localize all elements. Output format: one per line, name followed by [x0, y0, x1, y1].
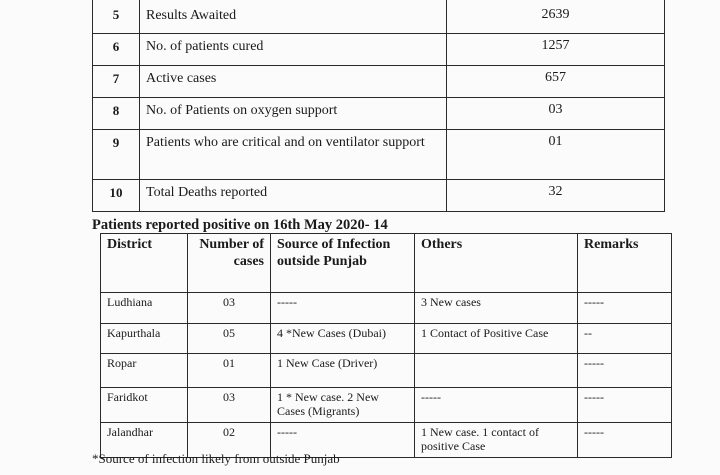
row-number: 10 [93, 180, 140, 212]
cell-source: 1 * New case. 2 New Cases (Migrants) [271, 388, 415, 423]
row-number: 8 [93, 98, 140, 130]
cell-cases: 01 [188, 354, 271, 388]
row-number: 5 [93, 0, 140, 34]
row-number: 9 [93, 130, 140, 180]
cell-remarks: ----- [578, 423, 672, 458]
row-value: 657 [447, 66, 665, 98]
header-others: Others [415, 234, 578, 293]
cell-remarks: -- [578, 324, 672, 354]
row-value: 2639 [447, 0, 665, 34]
cell-others: 3 New cases [415, 293, 578, 324]
cell-source: ----- [271, 423, 415, 458]
cell-source: 1 New Case (Driver) [271, 354, 415, 388]
table-header-row [101, 234, 672, 293]
table-row [101, 293, 672, 324]
row-number: 6 [93, 34, 140, 66]
table-row [101, 324, 672, 354]
cell-district: Ropar [101, 354, 188, 388]
cell-district: Faridkot [101, 388, 188, 423]
table-row [101, 354, 672, 388]
stats-row [93, 34, 665, 66]
cell-others: ----- [415, 388, 578, 423]
cell-source: ----- [271, 293, 415, 324]
row-label: Active cases [140, 66, 447, 98]
header-remarks: Remarks [578, 234, 672, 293]
footnote: *Source of infection likely from outside Punjab [92, 451, 340, 466]
cell-cases: 05 [188, 324, 271, 354]
row-number: 7 [93, 66, 140, 98]
cell-source: 4 *New Cases (Dubai) [271, 324, 415, 354]
row-label: Results Awaited [140, 0, 447, 34]
header-district: District [101, 234, 188, 293]
stats-row [93, 66, 665, 98]
cell-remarks: ----- [578, 293, 672, 324]
stats-row [93, 130, 665, 180]
row-value: 03 [447, 98, 665, 130]
cell-others [415, 354, 578, 388]
cell-cases: 02 [188, 423, 271, 458]
cell-district: Kapurthala [101, 324, 188, 354]
row-label: Total Deaths reported [140, 180, 447, 212]
row-label: Patients who are critical and on ventilator support [140, 130, 447, 180]
row-value: 1257 [447, 34, 665, 66]
stats-row [93, 98, 665, 130]
table-row [101, 388, 672, 423]
row-value: 32 [447, 180, 665, 212]
cell-cases: 03 [188, 388, 271, 423]
cell-remarks: ----- [578, 388, 672, 423]
stats-row [93, 0, 665, 34]
section-heading: Patients reported positive on 16th May 2020- 14 [92, 217, 388, 233]
header-source: Source of Infection outside Punjab [271, 234, 415, 293]
stats-row [93, 180, 665, 212]
district-table [100, 233, 672, 458]
cell-others: 1 Contact of Positive Case [415, 324, 578, 354]
row-value: 01 [447, 130, 665, 180]
header-number-of-cases: Number of cases [188, 234, 271, 293]
cell-others: 1 New case. 1 contact of positive Case [415, 423, 578, 458]
stats-table [92, 0, 665, 212]
row-label: No. of patients cured [140, 34, 447, 66]
cell-district: Ludhiana [101, 293, 188, 324]
cell-remarks: ----- [578, 354, 672, 388]
cell-district: Jalandhar [101, 423, 188, 458]
cell-cases: 03 [188, 293, 271, 324]
row-label: No. of Patients on oxygen support [140, 98, 447, 130]
